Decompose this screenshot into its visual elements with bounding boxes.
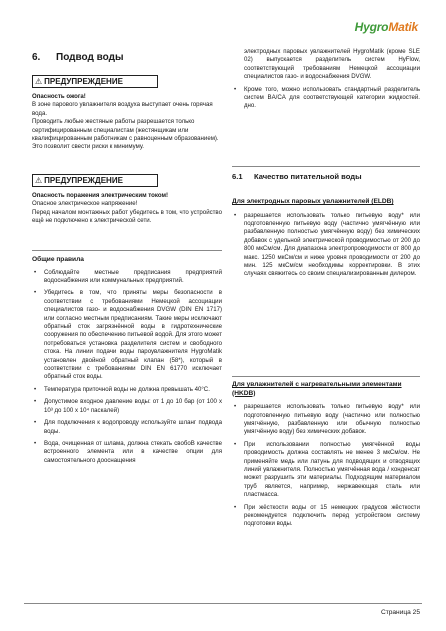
- page-number: Страница 25: [380, 609, 420, 616]
- warning1-content: [32, 93, 222, 152]
- section-title: [32, 52, 124, 63]
- eldb-list: [232, 212, 420, 279]
- eldb-heading: Для электродных паровых увлажнителей (ELDB): [232, 198, 394, 205]
- list-item: • Температура приточной воды не должна превышать 40°C.: [32, 386, 222, 394]
- list-item: • Соблюдайте местные предписания предприятий водоснабжения или коммунальных предприятий.: [32, 269, 222, 286]
- right-top-list: [232, 86, 420, 111]
- list-item: • разрешается использовать только питьевую воду* или подготовленную питьевую воду (частично или полностью умягчённую, разбавленную или обычную полностью умягчённую воду) без химических добавок.: [232, 403, 420, 437]
- warning2-text2: Перед началом монтажных работ убедитесь в том, что устройство ещё не подключено к электрической сети.: [32, 208, 222, 225]
- warning-triangle-icon: ⚠: [35, 76, 43, 86]
- list-item: • Допустимое входное давление воды: от 1 до 10 бар (от 100 х 10³ до 100 х 10⁴ паскалей): [32, 398, 222, 415]
- right-top-content: [244, 48, 420, 115]
- warning1-text2: Проводить любые жестяные работы разрешается только сертифицированным специалистам (жестянщикам или квалифицированным работникам с равноценным образованием). Это позволит свести риски к минимуму.: [32, 118, 219, 151]
- list-item: • Вода, очищенная от шлама, должна стекать свобоВ качестве встроенного элемента или в качестве опции для самостоятельного дооснащения: [32, 440, 222, 465]
- warning-box-electric: [32, 174, 158, 187]
- warning2-text: Опасное электрическое напряжение!: [32, 200, 138, 208]
- quality-section-number: 6.1: [232, 172, 243, 181]
- eldb-section: [232, 198, 420, 283]
- warning-triangle-icon: ⚠: [35, 175, 43, 185]
- warning2-content: [32, 192, 222, 226]
- divider: [232, 376, 420, 377]
- section-title-text: Подвод воды: [56, 52, 124, 63]
- footer-divider: [24, 603, 422, 604]
- section-number: 6.: [32, 52, 41, 63]
- general-rules-heading: Общие правила: [32, 256, 84, 263]
- warning-label: ПРЕДУПРЕЖДЕНИЕ: [44, 175, 123, 185]
- divider: [32, 250, 222, 251]
- hkdb-heading: Для увлажнителей с нагревательными элементами (HKDB): [232, 381, 402, 397]
- warning2-heading: Опасность поражения электрическим током!: [32, 192, 169, 199]
- list-item: • Кроме того, можно использовать стандартный разделитель систем BA/CA для соответствующей категории жидкостей. дно.: [232, 86, 420, 111]
- warning-box-burn: [32, 75, 158, 88]
- list-item: • Убедитесь в том, что приняты меры безопасности в соответствии с требованиями Немецкой ассоциации специалистов газо- и водоснабжения DVGW (DIN EN 1717) или согласно местным предписаниям. Такие меры исключают обратный сток загрязнённой воды в гидротехнические сооружения по обеспечению питьевой водой. Для этого может потребоваться установка разделителя систем и свободного стока. На линии подачи воды пароувлажнителя HygroMatik установлен двойной обратный клапан (58*), который в соответствии с требованиями DIN EN 61770 исключает обратный сток воды.: [32, 289, 222, 381]
- quality-section-title-text: Качество питательной воды: [254, 172, 362, 181]
- hkdb-list: [232, 403, 420, 529]
- list-item: • разрешается использовать только питьевую воду* или подготовленную питьевую воду (частично умягчённую или разбавленную полностью умягчённую воду) без химических добавок с удельной электрической проводимостью от 200 до 800 мкСм/см. Для диапазона электропроводимости от 800 до макс. 1250 мкСм/см и ниже уровня проводимости от 200 до мин. 125 мкСм/см необходимы корректировки. В этих случаях свяжитесь со своим специализированным дилером.: [232, 212, 420, 279]
- logo-part-hygro: Hygro: [354, 20, 389, 34]
- warning1-heading: Опасность ожога!: [32, 93, 86, 100]
- quality-section-title: [232, 172, 420, 182]
- list-item: • Для подключения к водопроводу используйте шланг подвода воды.: [32, 419, 222, 436]
- continuation-text: электродных паровых увлажнителей HygroMatik (кроме SLE 02) выпускается разделитель систем HyFlow, соответствующий требованиям Немецкой ассоциации специалистов газо- и водоснабжения DVGW.: [244, 48, 420, 81]
- list-item: • При жёсткости воды от 15 немецких градусов жёсткости рекомендуется подключить перед устройством систему подготовки воды.: [232, 504, 420, 529]
- logo-part-matik: Matik: [388, 20, 418, 34]
- divider: [232, 166, 420, 167]
- list-item: • При использовании полностью умягчённой воды проводимость должна составлять не менее 3 мкСм/см. Не применяйте медь или латунь для подводящих и отводящих линий увлажнителя. Полностью умягчённая вода / конденсат может разрушить эти материалы. Подходящим материалом труб является, например, нержавеющая сталь или пластмасса.: [232, 441, 420, 500]
- hkdb-section: [232, 381, 420, 533]
- general-rules: [32, 256, 222, 469]
- general-rules-list: [32, 269, 222, 466]
- warning-label: ПРЕДУПРЕЖДЕНИЕ: [44, 76, 123, 86]
- warning1-text: В зоне парового увлажнителя воздуха выступает очень горячая вода.: [32, 101, 213, 117]
- hygromatik-logo: [355, 20, 418, 34]
